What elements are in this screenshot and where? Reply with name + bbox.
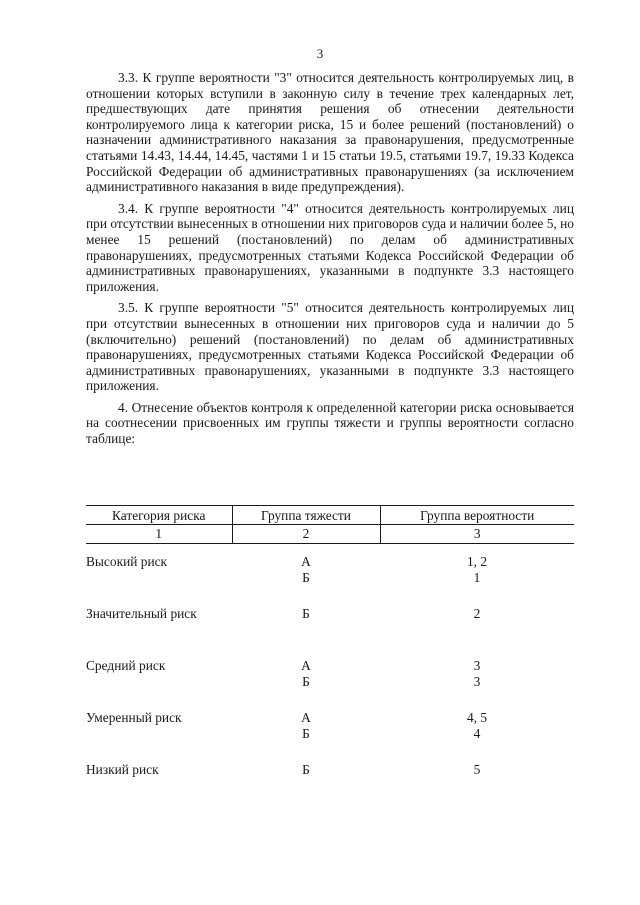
paragraph-3-3: 3.3. К группе вероятности "3" относится деятельность контролируемых лиц, в отношении которых вступили в законную силу в течение трех календарных лет, предшествующих дате принятия решения об отнесении деятельности контролируемого лица к категории риска, 15 и более решений (постановлений) о назначении административного наказания за правонарушения, предусмотренные статьями 14.43, 14.44, 14.45, частями 1 и 15 статьи 19.5, статьями 19.7, 19.33 Кодекса Российской Федерации об административных правонарушениях (за исключением административного наказания в виде предупреждения). bbox=[86, 70, 574, 195]
probability-cell bbox=[380, 606, 574, 658]
table-row bbox=[86, 658, 574, 710]
table-row bbox=[86, 710, 574, 762]
probability-value: 4 bbox=[473, 725, 481, 741]
paragraph-4: 4. Отнесение объектов контроля к определенной категории риска основывается на соотнесении присвоенных им группы тяжести и группы вероятности согласно таблице: bbox=[86, 399, 574, 447]
risk-category-cell: Высокий риск bbox=[86, 554, 168, 570]
severity-value: А bbox=[301, 658, 311, 674]
document-body bbox=[86, 70, 574, 453]
table-row bbox=[86, 606, 574, 658]
risk-category-cell: Средний риск bbox=[86, 658, 166, 674]
severity-cell bbox=[232, 762, 380, 814]
probability-cell bbox=[380, 710, 574, 762]
column-number: 2 bbox=[232, 524, 380, 544]
column-number: 3 bbox=[380, 524, 574, 544]
probability-value: 3 bbox=[473, 673, 481, 689]
severity-value: Б bbox=[302, 569, 310, 585]
table-row bbox=[86, 762, 574, 814]
column-number: 1 bbox=[86, 524, 232, 544]
risk-category-cell: Значительный риск bbox=[86, 606, 197, 622]
probability-value: 1, 2 bbox=[466, 554, 488, 570]
paragraph-3-4: 3.4. К группе вероятности "4" относится деятельность контролируемых лиц при отсутствии вынесенных в отношении них приговоров суда и наличии более 5, но менее 15 решений (постановлений) по делам об административных правонарушениях, предусмотренных статьями Кодекса Российской Федерации об административных правонарушениях, указанными в подпункте 3.3 настоящего приложения. bbox=[86, 200, 574, 294]
severity-value: Б bbox=[302, 673, 310, 689]
severity-cell bbox=[232, 710, 380, 762]
probability-cell bbox=[380, 762, 574, 814]
probability-value: 2 bbox=[473, 606, 481, 622]
probability-value: 3 bbox=[473, 658, 481, 674]
risk-category-cell: Низкий риск bbox=[86, 762, 159, 778]
table-header-row bbox=[86, 506, 574, 525]
severity-value: Б bbox=[302, 762, 310, 778]
header-probability-group: Группа вероятности bbox=[380, 506, 574, 525]
severity-value: Б bbox=[302, 725, 310, 741]
severity-cell bbox=[232, 606, 380, 658]
page-number: 3 bbox=[316, 46, 324, 61]
severity-cell bbox=[232, 544, 380, 607]
probability-value: 1 bbox=[473, 569, 481, 585]
probability-cell bbox=[380, 544, 574, 607]
probability-value: 4, 5 bbox=[466, 710, 488, 726]
severity-value: Б bbox=[302, 606, 310, 622]
severity-cell bbox=[232, 658, 380, 710]
severity-value: А bbox=[301, 710, 311, 726]
header-severity-group: Группа тяжести bbox=[232, 506, 380, 525]
table-row bbox=[86, 544, 574, 607]
header-risk-category: Категория риска bbox=[86, 506, 232, 525]
risk-category-cell: Умеренный риск bbox=[86, 710, 182, 726]
column-number-row bbox=[86, 524, 574, 544]
risk-category-table bbox=[86, 505, 574, 814]
probability-value: 5 bbox=[473, 762, 481, 778]
probability-cell bbox=[380, 658, 574, 710]
paragraph-3-5: 3.5. К группе вероятности "5" относится деятельность контролируемых лиц при отсутствии вынесенных в отношении них приговоров суда и наличии до 5 (включительно) решений (постановлений) по делам об административных правонарушениях, предусмотренных статьями Кодекса Российской Федерации об административных правонарушениях, указанными в подпункте 3.3 настоящего приложения. bbox=[86, 300, 574, 394]
severity-value: А bbox=[301, 554, 311, 570]
